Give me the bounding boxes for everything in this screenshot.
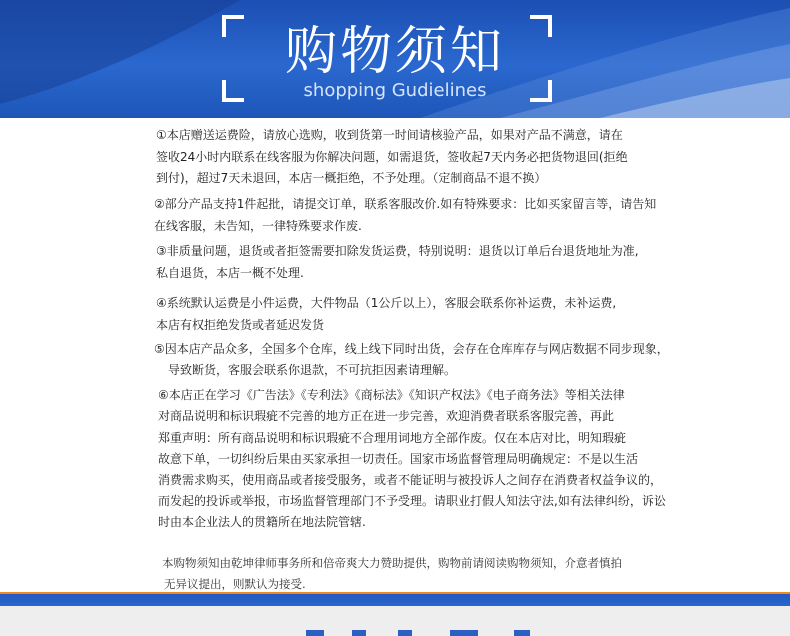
notice-line: 而发起的投诉或举报，市场监督管理部门不予受理。请职业打假人知法守法,如有法律纠纷，诉讼 (158, 494, 666, 508)
notice-line: 私自退货，本店一概不处理. (156, 266, 304, 280)
notice-line: ⑥本店正在学习《广告法》《专利法》《商标法》《知识产权法》《电子商务法》等相关法律 (158, 388, 625, 402)
header-banner (0, 0, 790, 118)
notice-line: 时由本企业法人的贯籍所在地法院管辖. (158, 515, 366, 529)
next-section-peek (398, 630, 412, 636)
footer-gray-band (0, 606, 790, 636)
notice-line: ②部分产品支持1件起批，请提交订单，联系客服改价.如有特殊要求：比如买家留言等，请告知 (154, 197, 657, 211)
footer-bar (0, 592, 790, 606)
page-subtitle: shopping Gudielines (303, 80, 487, 101)
next-section-peek (514, 630, 530, 636)
notice-line: ③非质量问题，退货或者拒签需要扣除发货运费，特别说明：退货以订单后台退货地址为准, (156, 244, 639, 258)
footer-note-line: 无异议提出，则默认为接受. (164, 577, 306, 591)
notice-line: 在线客服，未告知，一律特殊要求作废. (154, 219, 362, 233)
next-section-peek (450, 630, 478, 636)
notice-line: 签收24小时内联系在线客服为你解决问题，如需退货，签收起7天内务必把货物退回(拒绝 (156, 150, 628, 164)
next-section-peek (352, 630, 366, 636)
notice-line: ④系统默认运费是小件运费，大件物品（1公斤以上），客服会联系你补运费，未补运费, (156, 296, 617, 310)
notice-line: ⑤因本店产品众多，全国多个仓库，线上线下同时出货，会存在仓库库存与网店数据不同步现象， (154, 342, 669, 356)
next-section-peek (306, 630, 324, 636)
footer-accent-line (0, 592, 790, 594)
notice-line: 导致断货，客服会联系你退款，不可抗拒因素请理解。 (168, 363, 457, 377)
footer-note-line: 本购物须知由乾坤律师事务所和倍帝爽大力赞助提供，购物前请阅读购物须知，介意者慎拍 (162, 556, 622, 570)
notice-line: 故意下单，一切纠纷后果由买家承担一切责任。国家市场监督管理局明确规定：不是以生活 (158, 452, 639, 466)
notice-line: 郑重声明：所有商品说明和标识瑕疵不合理用词地方全部作废。仅在本店对比，明知瑕疵 (158, 431, 627, 445)
page-title: 购物须知 (284, 22, 505, 82)
notice-line: 到付)，超过7天未退回，本店一概拒绝，不予处理。（定制商品不退不换） (156, 171, 547, 185)
notice-line: ①本店赠送运费险，请放心选购，收到货第一时间请核验产品，如果对产品不满意，请在 (156, 128, 623, 142)
notice-line: 本店有权拒绝发货或者延迟发货 (156, 318, 325, 332)
notice-line: 消费需求购买，使用商品或者接受服务，或者不能证明与被投诉人之间存在消费者权益争议的， (158, 473, 663, 487)
notice-line: 对商品说明和标识瑕疵不完善的地方正在进一步完善，欢迎消费者联系客服完善，再此 (158, 409, 615, 423)
